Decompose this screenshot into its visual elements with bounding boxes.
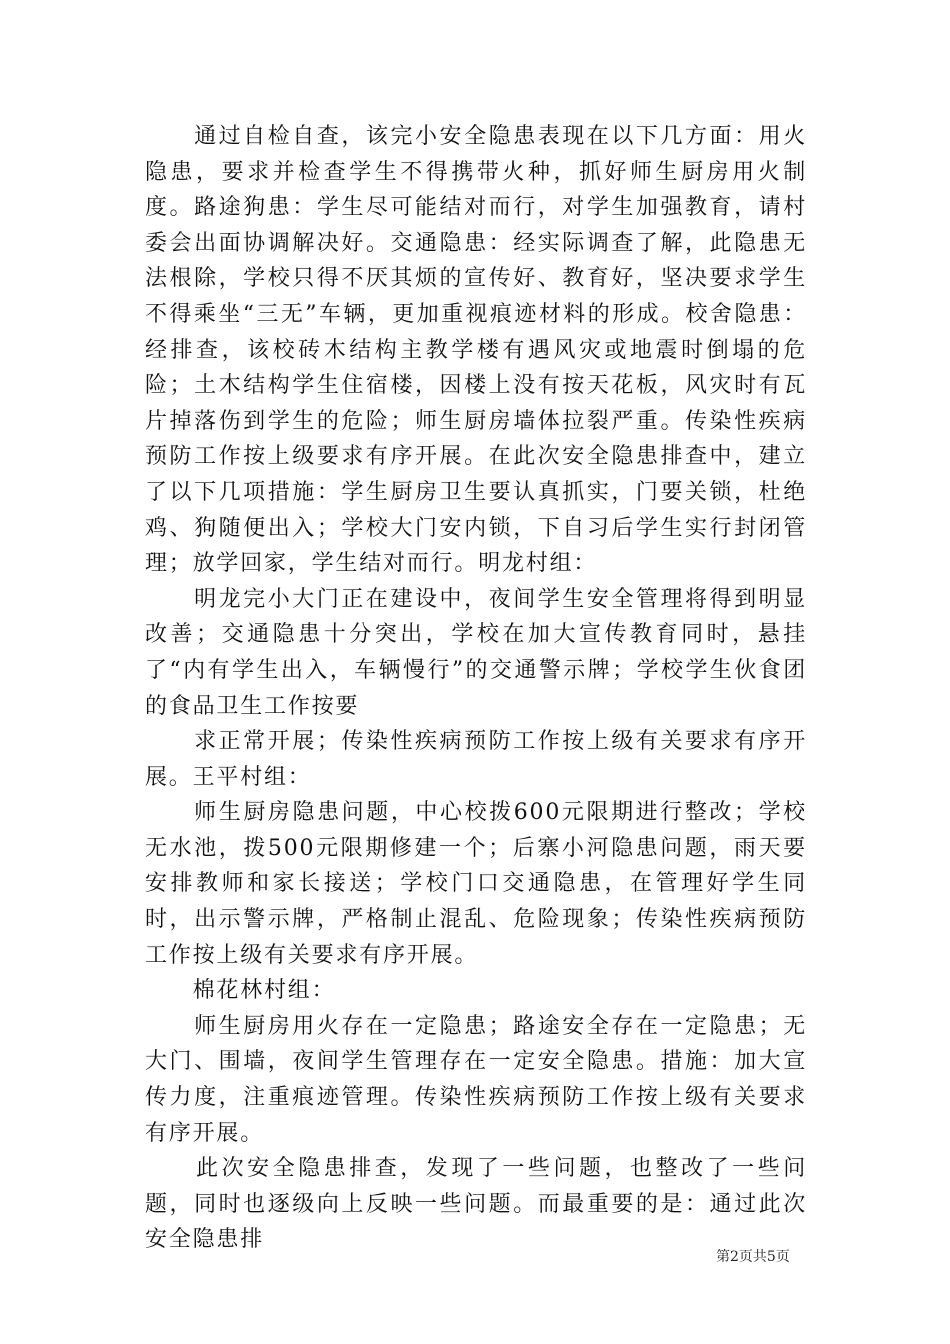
document-body	[145, 119, 807, 1258]
paragraph-7: 此次安全隐患排查，发现了一些问题，也整改了一些问题，同时也逐级向上反映一些问题。而最重要的是：通过此次安全隐患排	[145, 1156, 807, 1253]
paragraph-1: 通过自检自查，该完小安全隐患表现在以下几方面：用火隐患，要求并检查学生不得携带火种，抓好师生厨房用火制度。路途狗患：学生尽可能结对而行，对学生加强教育，请村委会出面协调解决好。交通隐患：经实际调查了解，此隐患无法根除，学校只得不厌其烦的宣传好、教育好，坚决要求学生不得乘坐“三无”车辆，更加重视痕迹材料的形成。校舍隐患：经排查，该校砖木结构主教学楼有遇风灾或地震时倒塌的危险；土木结构学生住宿楼，因楼上没有按天花板，风灾时有瓦片掉落伤到学生的危险；师生厨房墙体拉裂严重。传染性疾病预防工作按上级要求有序开展。在此次安全隐患排查中，建立了以下几项措施：学生厨房卫生要认真抓实，门要关锁，杜绝鸡、狗随便出入；学校大门安内锁，下自习后学生实行封闭管理；放学回家，学生结对而行。明龙村组：	[145, 124, 807, 577]
paragraph-4: 师生厨房隐患问题，中心校拨600元限期进行整改；学校无水池，拨500元限期修建一个；后寨小河隐患问题，雨天要安排教师和家长接送；学校门口交通隐患，在管理好学生同时，出示警示牌，严格制止混乱、危险现象；传染性疾病预防工作按上级有关要求有序开展。	[145, 800, 807, 968]
paragraph-3: 求正常开展；传染性疾病预防工作按上级有关要求有序开展。王平村组：	[145, 729, 807, 790]
paragraph-6: 师生厨房用火存在一定隐患；路途安全存在一定隐患；无大门、围墙，夜间学生管理存在一定安全隐患。措施：加大宣传力度，注重痕迹管理。传染性疾病预防工作按上级有关要求有序开展。	[145, 1013, 807, 1146]
paragraph-5: 棉花林村组：	[145, 978, 336, 1004]
paragraph-2: 明龙完小大门正在建设中，夜间学生安全管理将得到明显改善；交通隐患十分突出，学校在加大宣传教育同时，悬挂了“内有学生出入，车辆慢行”的交通警示牌；学校学生伙食团的食品卫生工作按要	[145, 586, 807, 719]
page-number-footer: 第2页共5页	[716, 1249, 790, 1265]
